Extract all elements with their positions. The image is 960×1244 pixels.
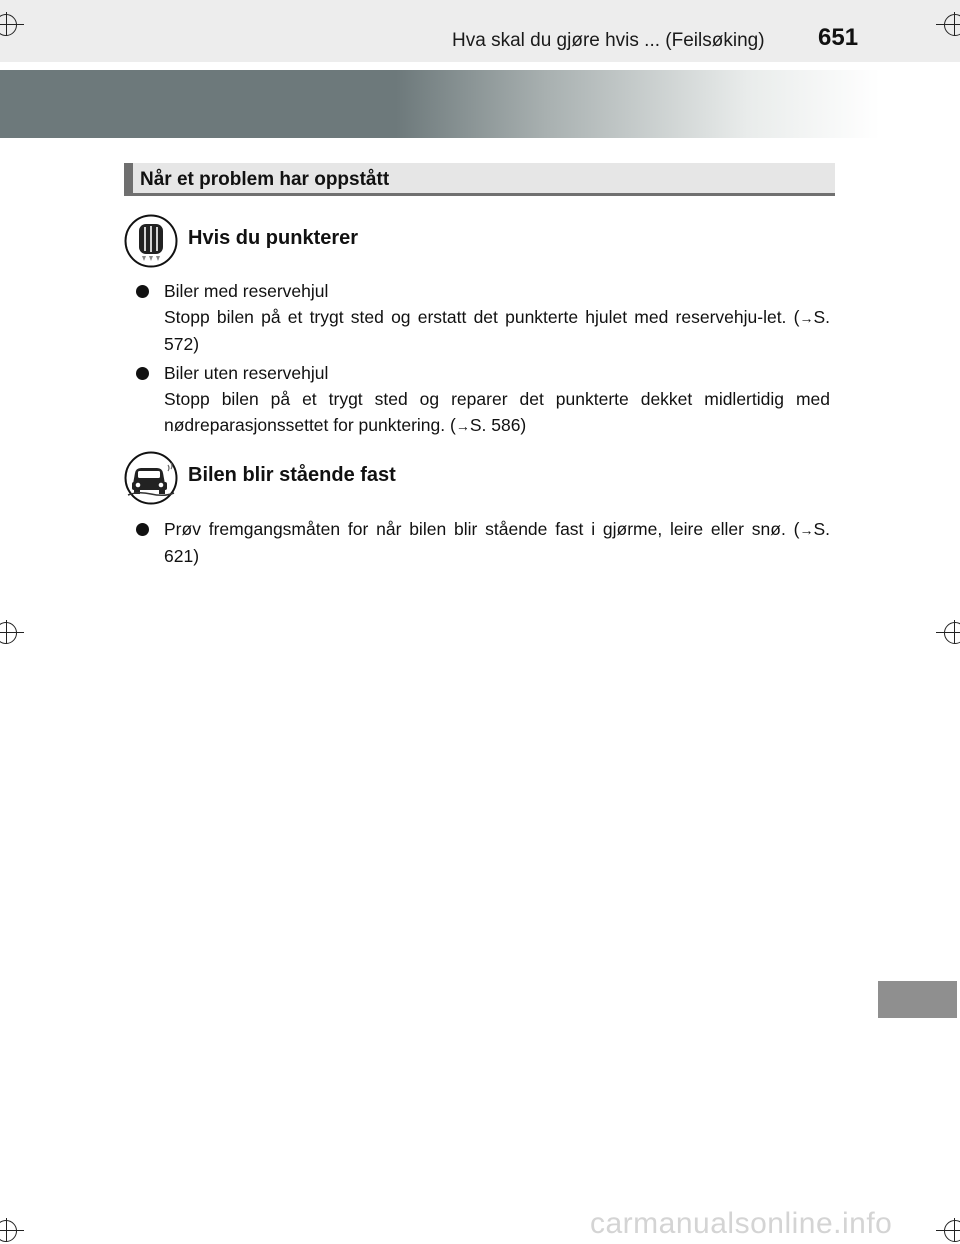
list-item: [136, 360, 830, 439]
watermark: carmanualsonline.info: [590, 1207, 893, 1240]
section-title: Når et problem har oppstått: [140, 169, 390, 190]
arrow-icon: →: [799, 310, 814, 326]
page-reference-link[interactable]: S. 572): [164, 307, 830, 354]
bullet-icon: [136, 523, 149, 536]
bullet-body: Stopp bilen på et trygt sted og erstatt det punkterte hjulet med reservehju-let. (: [164, 307, 800, 327]
page-reference-link[interactable]: S. 586): [469, 415, 527, 435]
bullet-body: Stopp bilen på et trygt sted og reparer det punkterte dekket midlertidig med nødreparasjonssettet for punktering. (: [164, 389, 830, 435]
subsection-title-flat-tire: Hvis du punkterer: [188, 227, 359, 249]
subsection-title-stuck: Bilen blir stående fast: [188, 464, 396, 486]
list-item: [136, 516, 830, 569]
list-item: [136, 278, 830, 357]
bullet-heading: Biler uten reservehjul: [164, 363, 329, 383]
tire-icon: [124, 214, 178, 268]
chapter-banner: [0, 70, 880, 138]
bullet-body: Prøv fremgangsmåten for når bilen blir stående fast i gjørme, leire eller snø. (: [164, 519, 800, 539]
section-header-bar: [124, 163, 133, 193]
section-header: [124, 163, 835, 196]
chapter-side-tab: [878, 981, 957, 1018]
arrow-icon: →: [455, 418, 470, 434]
page-reference-link[interactable]: S. 621): [164, 519, 830, 566]
bullet-icon: [136, 285, 149, 298]
bullet-heading: Biler med reservehjul: [164, 281, 329, 301]
arrow-icon: →: [799, 522, 814, 538]
stuck-car-icon: [124, 451, 178, 505]
page-number: 651: [818, 24, 859, 51]
bullet-icon: [136, 367, 149, 380]
page-header-title: Hva skal du gjøre hvis ... (Feilsøking): [452, 30, 765, 51]
